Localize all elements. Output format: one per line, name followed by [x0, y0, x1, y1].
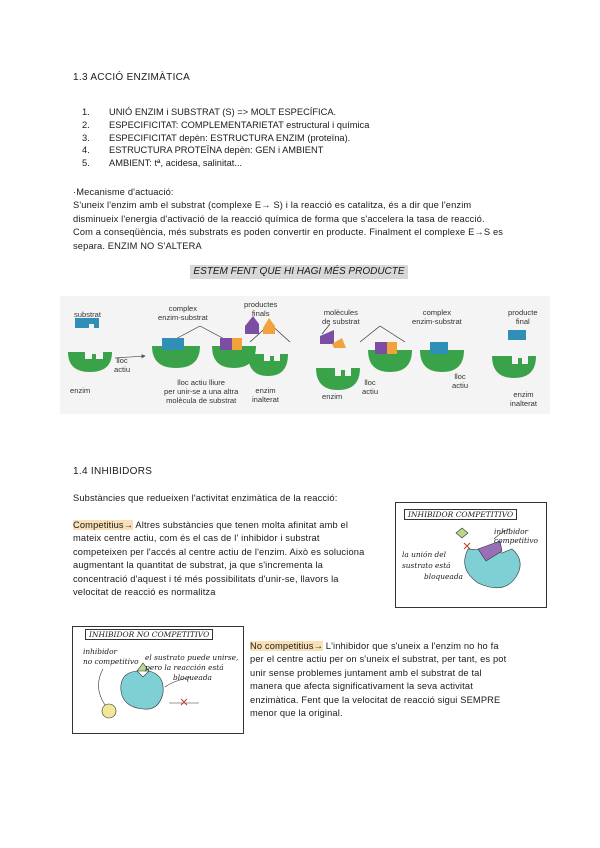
paragraph-line: enzimàtica. Fent que la velocitat de reacció sigui SEMPRE — [250, 694, 501, 705]
comp-union-label: la unión del sustrato está bloqueada — [402, 550, 463, 581]
paragraph-line: augmentant la quantitat de substrat, ja que s'incrementa la — [73, 560, 323, 571]
list-item: 4. ESTRUCTURA PROTEÏNA depèn: GEN i AMBIENT — [82, 145, 324, 156]
label-complex-r: complex enzim-substrat — [412, 308, 462, 326]
label-enzim: enzim — [70, 386, 91, 395]
section-title-1-4: 1.4 INHIBIDORS — [73, 466, 153, 477]
enzyme-shape — [68, 352, 112, 372]
enzyme-diagram — [60, 296, 550, 414]
paragraph-line: disminueix l'energia d'activació de la reacció química de forma que s'accelera la tasa de reacció. — [73, 213, 485, 224]
paragraph-line: competeixen per l'accés al centre actiu de l'enzim. Això es soluciona — [73, 546, 365, 557]
mechanism-block — [73, 186, 543, 253]
section-title-1-3: 1.3 ACCIÓ ENZIMÀTICA — [73, 72, 191, 83]
box-title: INHIBIDOR NO COMPETITIVO — [85, 629, 213, 640]
comp-inhibitor-label: inhibidor competitivo — [494, 527, 538, 545]
noncompetitive-label: No competitius→ — [250, 641, 324, 651]
paragraph-line: S'uneix l'enzim amb el substrat (complexe E→ S) i la reacció es catalitza, és a dir que l'enzim — [73, 200, 472, 211]
paragraph-line: per el centre actiu per on s'uneix el substrat, per tant, es pot — [250, 654, 507, 665]
mechanism-title: ·Mecanisme d'actuació: — [73, 187, 174, 197]
label-lloc-actiu-r: lloc actiu — [362, 378, 379, 396]
noncompetitive-inhibitor-box — [72, 626, 244, 734]
competitive-paragraph: Competitius→ Altres substàncies que tenen molta afinitat amb el mateix centre actiu, com és el cas de l' inhibidor i substrat competeixen per l'accés al centre actiu de l'enzim. Això es soluciona augmentant la quantitat de substrat, ja que s'incrementa la concentració d'aquest i té més possibilitats d'unir-se, llavors la velocitat de reacció es normalitza — [73, 519, 388, 599]
properties-list — [82, 106, 369, 170]
highlight-banner: ESTEM FENT QUE HI HAGI MÉS PRODUCTE — [190, 265, 408, 279]
list-item: 5. AMBIENT: tª, acidesa, salinitat... — [82, 158, 243, 169]
competitive-label: Competitius→ — [73, 520, 134, 530]
label-molecules: molècules de substrat — [322, 308, 360, 326]
label-enzim-r: enzim — [322, 392, 343, 401]
list-item: 1. UNIÓ ENZIM i SUBSTRAT (S) => MOLT ESPECÍFICA. — [82, 107, 337, 117]
paragraph-line: manera que afecta significativament la seva activitat — [250, 681, 473, 692]
label-inalterat-r: enzim inalterat — [510, 390, 538, 408]
box-title: INHIBIDOR COMPETITIVO — [404, 509, 517, 520]
label-lloc-actiu: lloc actiu — [114, 356, 131, 374]
label-lloc-lliure: lloc actiu lliure per unir-se a una altra molècula de substrat — [164, 378, 239, 405]
label-inalterat: enzim inalterat — [252, 386, 280, 404]
competitive-inhibitor-box — [395, 502, 547, 608]
noncompetitive-paragraph: No competitius→ L'inhibidor que s'uneix a l'enzim no ho fa per el centre actiu per on s'uneix el substrat, per tant, es pot unir sense problemes juntament amb el substrat de tal manera que afecta significativament la seva activitat enzimàtica. Fent que la velocitat de reacció sigui SEMPRE menor que la original. — [250, 640, 550, 720]
label-producte: producte final — [508, 308, 538, 326]
label-complex: complex enzim-substrat — [158, 304, 208, 322]
paragraph-line: velocitat de reacció es normalitza — [73, 587, 216, 598]
noncomp-sustrato-label: el sustrato puede unirse, pero la reacción está bloqueada — [145, 653, 239, 682]
paragraph-line: menor que la original. — [250, 708, 343, 719]
inhibitors-intro: Substàncies que redueixen l'activitat enzimàtica de la reacció: — [73, 493, 338, 503]
paragraph-line: separa. ENZIM NO S'ALTERA — [73, 240, 202, 251]
label-substrat: substrat — [74, 310, 102, 319]
list-item: 3. ESPECIFICITAT depèn: ESTRUCTURA ENZIM (proteïna). — [82, 132, 351, 143]
paragraph-line: Com a conseqüència, més substrats es poden convertir en producte. Finalment el complexe E→S es — [73, 227, 504, 238]
list-item: 2. ESPECIFICITAT: COMPLEMENTARIETAT estructural i química — [82, 119, 370, 130]
left-diagram — [68, 316, 290, 376]
paragraph-line: concentració d'aquest i té més possibilitats d'unir-se, llavors la — [73, 573, 339, 584]
paragraph-line: unir sense problemes juntament amb el substrat de tal — [250, 667, 482, 678]
noncomp-inhibitor-label: inhibidor no competitivo — [83, 647, 139, 666]
label-productes: productes finals — [244, 300, 278, 318]
enzyme-action-figure — [60, 296, 550, 414]
label-lloc-actiu-r2: lloc actiu — [452, 372, 469, 390]
right-diagram — [316, 324, 536, 390]
substrate-shape — [75, 318, 99, 328]
paragraph-line: mateix centre actiu, com és el cas de l' inhibidor i substrat — [73, 533, 320, 544]
